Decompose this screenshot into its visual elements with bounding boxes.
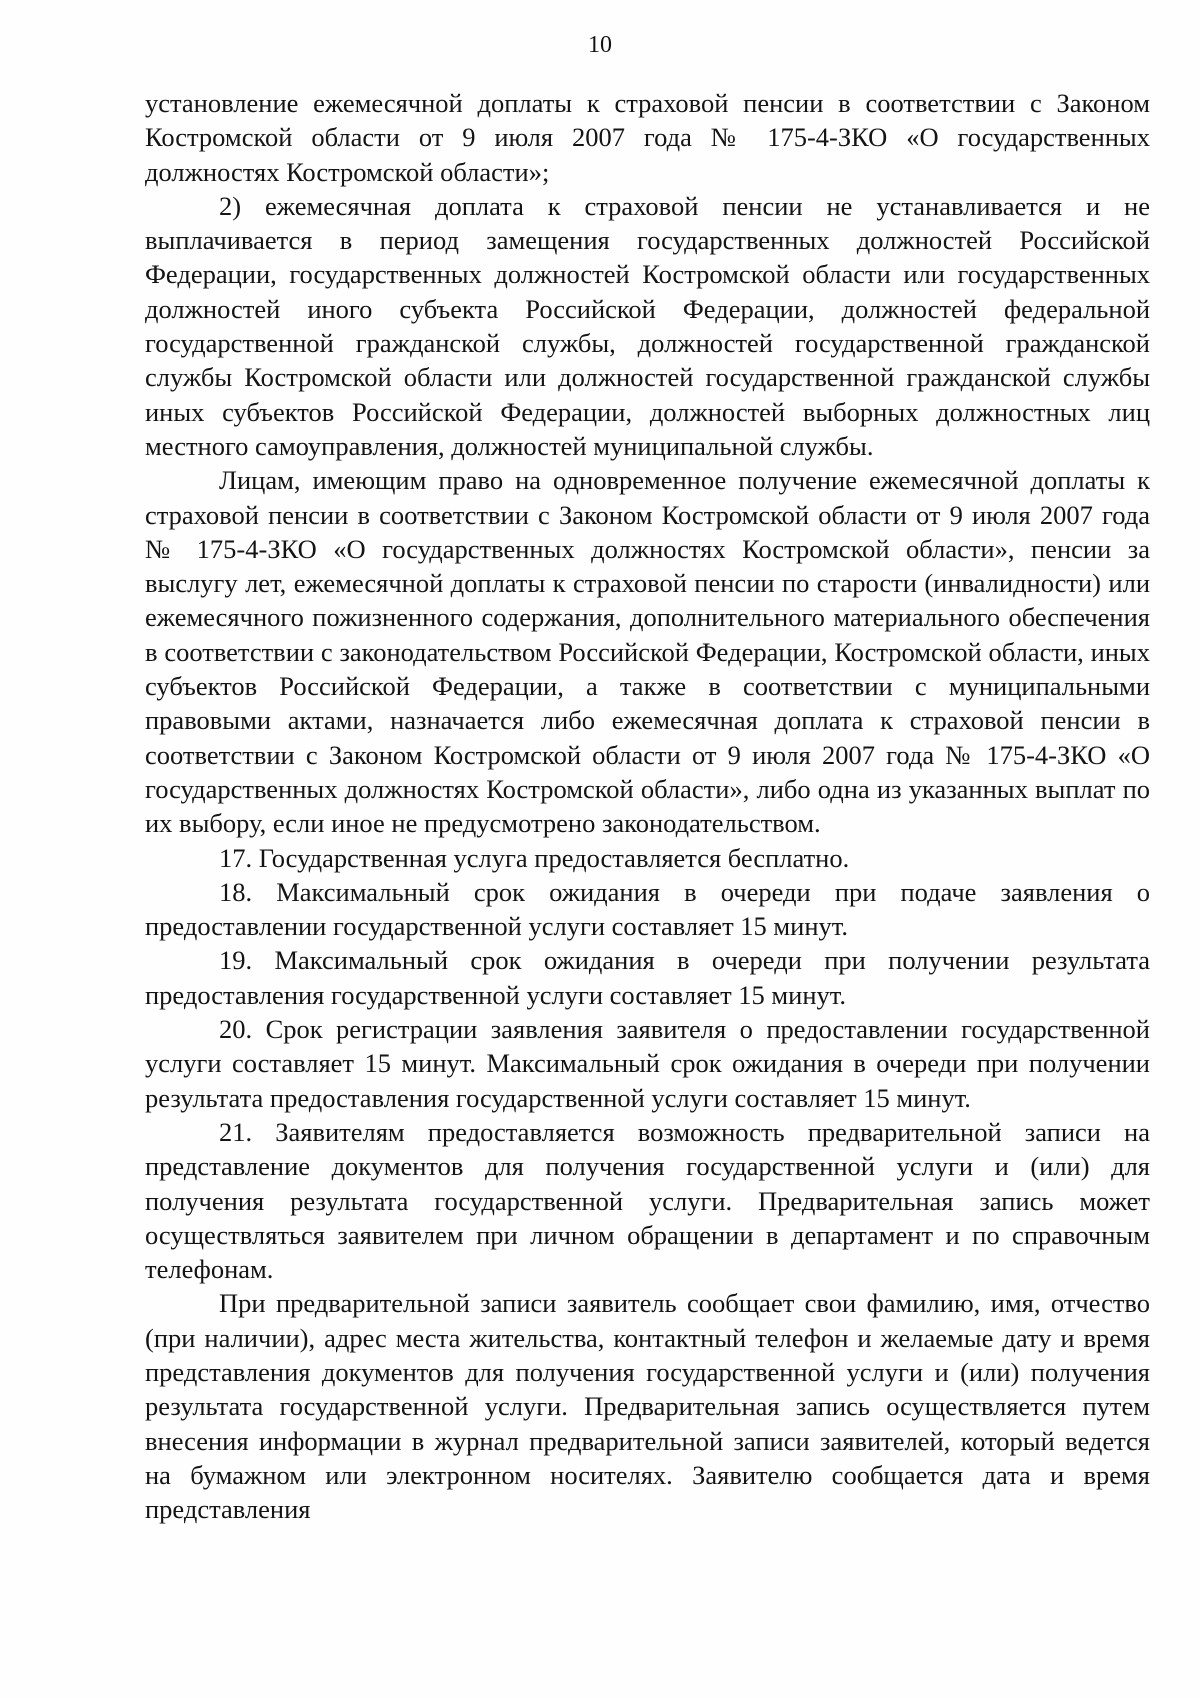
paragraph-continuation: установление ежемесячной доплаты к страховой пенсии в соответствии с Законом Костромской области от 9 июля 2007 года № 175-4-ЗКО «О государственных должностях Костромской области»; <box>145 88 1150 187</box>
paragraph-20: 20. Срок регистрации заявления заявителя о предоставлении государственной услуги составляет 15 минут. Максимальный срок ожидания в очереди при получении результата предоставления государственной услуги составляет 15 минут. <box>145 1014 1150 1113</box>
paragraph-17: 17. Государственная услуга предоставляется бесплатно. <box>219 842 850 873</box>
paragraph-18: 18. Максимальный срок ожидания в очереди при подаче заявления о предоставлении государственной услуги составляет 15 минут. <box>145 876 1150 942</box>
paragraph-concurrent-payments: Лицам, имеющим право на одновременное получение ежемесячной доплаты к страховой пенсии в соответствии с Законом Костромской области от 9 июля 2007 года № 175-4-ЗКО «О государственных должностях Костромской области», пенсии за выслугу лет, ежемесячной доплаты к страховой пенсии по старости (инвалидности) или ежемесячного пожизненного содержания, дополнительного материального обеспечения в соответствии с законодательством Российской Федерации, Костромской области, иных субъектов Российской Федерации, а также в соответствии с муниципальными правовыми актами, назначается либо ежемесячная доплата к страховой пенсии в соответствии с Законом Костромской области от 9 июля 2007 года № 175-4-ЗКО «О государственных должностях Костромской области», либо одна из указанных выплат по их выбору, если иное не предусмотрено законодательством. <box>145 465 1150 839</box>
paragraph-19: 19. Максимальный срок ожидания в очереди при получении результата предоставления государственной услуги составляет 15 минут. <box>145 945 1150 1010</box>
paragraph-pre-registration: При предварительной записи заявитель сообщает свои фамилию, имя, отчество (при наличии), адрес места жительства, контактный телефон и желаемые дату и время представления документов для получения государственной услуги и (или) получения результата государственной услуги. Предварительная запись осуществляется путем внесения информации в журнал предварительной записи заявителей, который ведется на бумажном или электронном носителях. Заявителю сообщается дата и время представления <box>145 1288 1150 1525</box>
page-number: 10 <box>588 32 612 58</box>
document-body <box>145 86 1150 1526</box>
paragraph-21: 21. Заявителям предоставляется возможность предварительной записи на представление документов для получения государственной услуги и (или) для получения результата государственной услуги. Предварительная запись может осуществляться заявителем при личном обращении в департамент и по справочным телефонам. <box>145 1116 1150 1285</box>
paragraph-item-2: 2) ежемесячная доплата к страховой пенсии не устанавливается и не выплачивается в период замещения государственных должностей Российской Федерации, государственных должностей Костромской области или государственных должностей иного субъекта Российской Федерации, должностей федеральной государственной гражданской службы, должностей государственной гражданской службы Костромской области или должностей государственной гражданской службы иных субъектов Российской Федерации, должностей выборных должностных лиц местного самоуправления, должностей муниципальной службы. <box>145 190 1150 461</box>
